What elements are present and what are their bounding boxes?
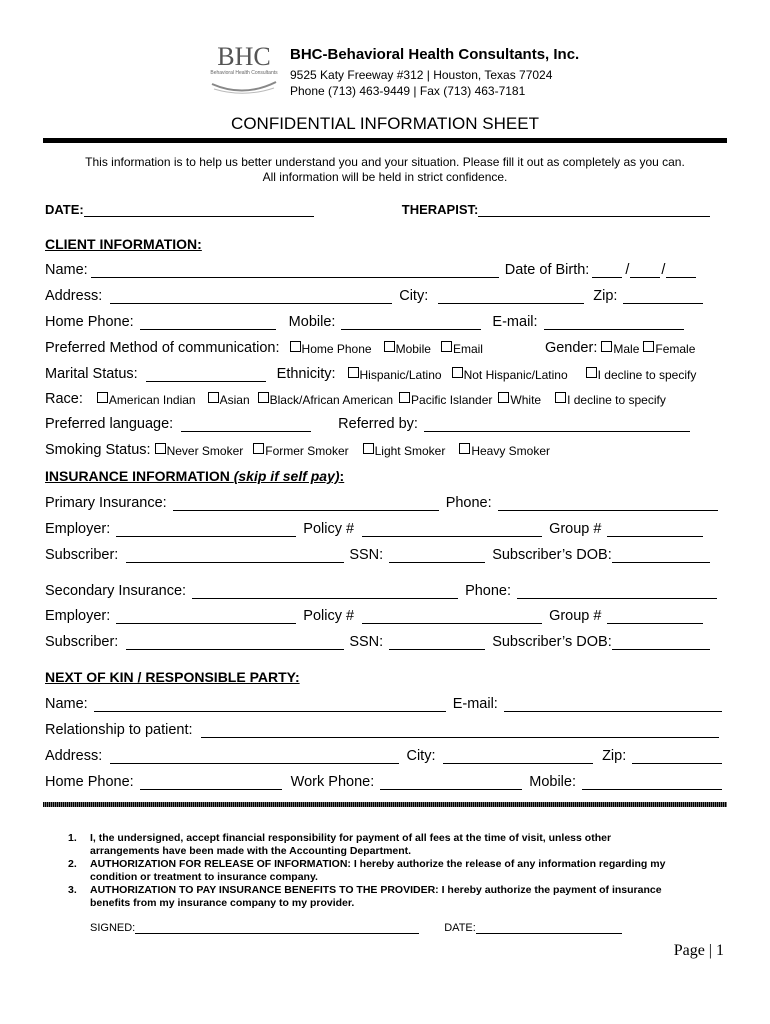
race-pacific-checkbox[interactable] [399,392,410,403]
former-smoker-checkbox[interactable] [253,443,264,454]
page-title: CONFIDENTIAL INFORMATION SHEET [231,114,539,133]
primary-group-field[interactable] [607,522,703,537]
client-name-field[interactable] [91,263,499,278]
light-smoker-label: Light Smoker [374,444,446,458]
term-text: AUTHORIZATION TO PAY INSURANCE BENEFITS TO THE PROVIDER: I hereby authorize the payment of insurance [90,884,662,896]
comm-email-checkbox[interactable] [441,341,452,352]
race-asian-checkbox[interactable] [208,392,219,403]
secondary-employer-field[interactable] [116,609,296,624]
primary-ssn-label: SSN: [349,547,384,563]
client-name-label: Name: [45,262,88,278]
gender-male-checkbox[interactable] [601,341,612,352]
comm-email-label: Email [452,342,483,356]
secondary-group-field[interactable] [607,609,703,624]
client-heading: CLIENT INFORMATION: [45,236,202,252]
kin-zip-field[interactable] [632,749,722,764]
secondary-policy-label: Policy # [303,608,355,624]
term-text-cont: arrangements have been made with the Accounting Department. [90,845,412,857]
term-number: 2. [68,858,77,870]
dob-year-field[interactable] [666,263,696,278]
kin-heading: NEXT OF KIN / RESPONSIBLE PARTY: [45,669,300,685]
kin-mobile-field[interactable] [582,775,722,790]
race-black-checkbox[interactable] [258,392,269,403]
secondary-subscriber-field[interactable] [126,635,344,650]
race-american-indian-label: American Indian [108,393,196,407]
kin-zip-label: Zip: [602,748,627,764]
language-field[interactable] [181,417,311,432]
primary-employer-field[interactable] [116,522,296,537]
secondary-employer-row [45,604,725,624]
client-address-field[interactable] [110,289,392,304]
secondary-sub-dob-field[interactable] [612,635,710,650]
secondary-ssn-field[interactable] [389,635,485,650]
heavy-smoker-checkbox[interactable] [459,443,470,454]
kin-name-field[interactable] [94,697,446,712]
kin-phone-row [45,770,725,790]
ethnicity-decline-label: I decline to specify [597,368,697,382]
kin-address-label: Address: [45,748,103,764]
light-smoker-checkbox[interactable] [363,443,374,454]
term-text-cont: benefits from my insurance company to my provider. [90,897,355,909]
primary-insurance-row [45,491,725,511]
smoking-row [45,438,725,458]
client-home-phone-field[interactable] [140,315,276,330]
kin-name-row [45,692,725,712]
secondary-insurance-field[interactable] [192,584,458,599]
client-address-label: Address: [45,288,103,304]
insurance-heading-note: (skip if self pay) [233,468,340,484]
term-item [68,858,728,884]
client-mobile-field[interactable] [341,315,481,330]
comm-gender-row [45,336,725,356]
kin-home-phone-field[interactable] [140,775,282,790]
org-phone-fax: Phone (713) 463-9449 | Fax (713) 463-7181 [290,84,526,98]
gender-label: Gender: [544,340,598,356]
therapist-label: THERAPIST: [401,202,479,217]
comm-mobile-checkbox[interactable] [384,341,395,352]
secondary-policy-field[interactable] [362,609,542,624]
client-home-phone-label: Home Phone: [45,314,134,330]
dob-day-field[interactable] [630,263,660,278]
race-black-label: Black/African American [269,393,394,407]
marital-ethnicity-row [45,362,725,382]
ethnicity-decline-checkbox[interactable] [586,367,597,378]
primary-subscriber-label: Subscriber: [45,547,119,563]
insurance-heading-colon: : [339,468,345,484]
logo-subtext: Behavioral Health Consultants [210,70,278,76]
kin-city-label: City: [406,748,436,764]
logo-swoosh [210,76,278,96]
logo-text: BHC [217,42,271,71]
kin-relationship-row [45,718,725,738]
term-number: 1. [68,832,77,844]
primary-employer-label: Employer: [45,521,111,537]
dob-month-field[interactable] [592,263,622,278]
secondary-insurance-row [45,579,725,599]
language-label: Preferred language: [45,416,174,432]
comm-home-checkbox[interactable] [290,341,301,352]
primary-sub-dob-label: Subscriber’s DOB: [492,547,612,563]
secondary-group-label: Group # [549,608,602,624]
signature-field[interactable] [135,922,419,934]
primary-employer-row [45,517,725,537]
secondary-phone-field[interactable] [517,584,717,599]
secondary-sub-dob-label: Subscriber’s DOB: [492,634,612,650]
not-hispanic-checkbox[interactable] [452,367,463,378]
comm-mobile-label: Mobile [395,342,431,356]
primary-subscriber-row [45,543,725,563]
insurance-heading [45,468,344,484]
client-city-field[interactable] [438,289,584,304]
primary-group-label: Group # [549,521,602,537]
client-email-field[interactable] [544,315,684,330]
primary-subscriber-field[interactable] [126,548,344,563]
client-zip-label: Zip: [593,288,618,304]
not-hispanic-label: Not Hispanic/Latino [463,368,568,382]
term-item [68,832,728,858]
referred-label: Referred by: [338,416,418,432]
kin-work-phone-label: Work Phone: [290,774,375,790]
marital-label: Marital Status: [45,366,138,382]
term-text: I, the undersigned, accept financial responsibility for payment of all fees at the time of visit, unless other [90,832,612,844]
kin-work-phone-field[interactable] [380,775,522,790]
therapist-field[interactable] [478,202,710,217]
gender-female-label: Female [655,342,696,356]
pref-comm-label: Preferred Method of communication: [45,340,280,356]
hispanic-checkbox[interactable] [348,367,359,378]
term-text: AUTHORIZATION FOR RELEASE OF INFORMATION: I hereby authorize the release of any information regarding my [90,858,666,870]
race-white-checkbox[interactable] [498,392,509,403]
primary-phone-label: Phone: [445,495,492,511]
smoking-label: Smoking Status: [45,442,151,458]
primary-policy-field[interactable] [362,522,542,537]
primary-sub-dob-field[interactable] [612,548,710,563]
kin-relationship-label: Relationship to patient: [45,722,193,738]
primary-insurance-label: Primary Insurance: [45,495,167,511]
primary-policy-label: Policy # [303,521,355,537]
client-zip-field[interactable] [623,289,703,304]
language-referred-row [45,412,725,432]
terms-list [68,832,728,910]
term-item [68,884,728,910]
never-smoker-checkbox[interactable] [155,443,166,454]
secondary-employer-label: Employer: [45,608,111,624]
client-name-row: Name: Date of Birth: / / [45,258,725,278]
term-number: 3. [68,884,77,896]
race-label: Race: [45,391,83,407]
marital-field[interactable] [146,367,266,382]
comm-home-label: Home Phone [301,342,372,356]
secondary-subscriber-row [45,630,725,650]
signature-row [90,922,690,934]
date-label: DATE: [45,202,84,217]
secondary-ssn-label: SSN: [349,634,384,650]
intro-line1: This information is to help us better understand you and your situation. Please fill it out as completely as you can. [85,155,685,169]
secondary-subscriber-label: Subscriber: [45,634,119,650]
date-field[interactable] [84,202,314,217]
race-pacific-label: Pacific Islander [411,393,493,407]
kin-relationship-field[interactable] [201,723,719,738]
page-number: Page | 1 [673,942,724,959]
kin-address-row [45,744,725,764]
kin-mobile-label: Mobile: [529,774,576,790]
client-address-row [45,284,725,304]
dob-label: Date of Birth: [504,262,590,278]
date-therapist-row [45,197,725,217]
heavy-smoker-label: Heavy Smoker [471,444,551,458]
logo [210,44,278,98]
sign-date-field[interactable] [476,922,622,934]
term-text-cont: condition or treatment to insurance company. [90,871,318,883]
sign-date-label: DATE: [444,922,476,934]
secondary-insurance-label: Secondary Insurance: [45,583,187,599]
ethnicity-label: Ethnicity: [276,366,336,382]
kin-email-field[interactable] [504,697,722,712]
client-mobile-label: Mobile: [288,314,336,330]
secondary-phone-label: Phone: [465,583,512,599]
kin-address-field[interactable] [110,749,399,764]
kin-email-label: E-mail: [452,696,498,712]
primary-insurance-field[interactable] [173,496,439,511]
race-white-label: White [510,393,542,407]
kin-city-field[interactable] [443,749,593,764]
race-asian-label: Asian [219,393,250,407]
insurance-heading-main: INSURANCE INFORMATION [45,468,234,484]
signed-label: SIGNED: [90,922,136,934]
org-address: 9525 Katy Freeway #312 | Houston, Texas 77024 [290,68,553,82]
primary-phone-field[interactable] [498,496,718,511]
referred-field[interactable] [424,417,690,432]
hispanic-label: Hispanic/Latino [359,368,442,382]
section-divider [43,802,727,807]
race-row [45,387,725,407]
org-name: BHC-Behavioral Health Consultants, Inc. [290,46,580,63]
kin-home-phone-label: Home Phone: [45,774,134,790]
kin-name-label: Name: [45,696,88,712]
former-smoker-label: Former Smoker [265,444,349,458]
race-decline-label: I decline to specify [567,393,666,407]
client-city-label: City: [399,288,429,304]
race-american-indian-checkbox[interactable] [97,392,108,403]
primary-ssn-field[interactable] [389,548,485,563]
race-decline-checkbox[interactable] [555,392,566,403]
client-phone-row [45,310,725,330]
title-rule [43,138,727,143]
gender-male-label: Male [613,342,640,356]
intro-line2: All information will be held in strict confidence. [262,170,508,184]
never-smoker-label: Never Smoker [166,444,244,458]
gender-female-checkbox[interactable] [643,341,654,352]
client-email-label: E-mail: [492,314,538,330]
